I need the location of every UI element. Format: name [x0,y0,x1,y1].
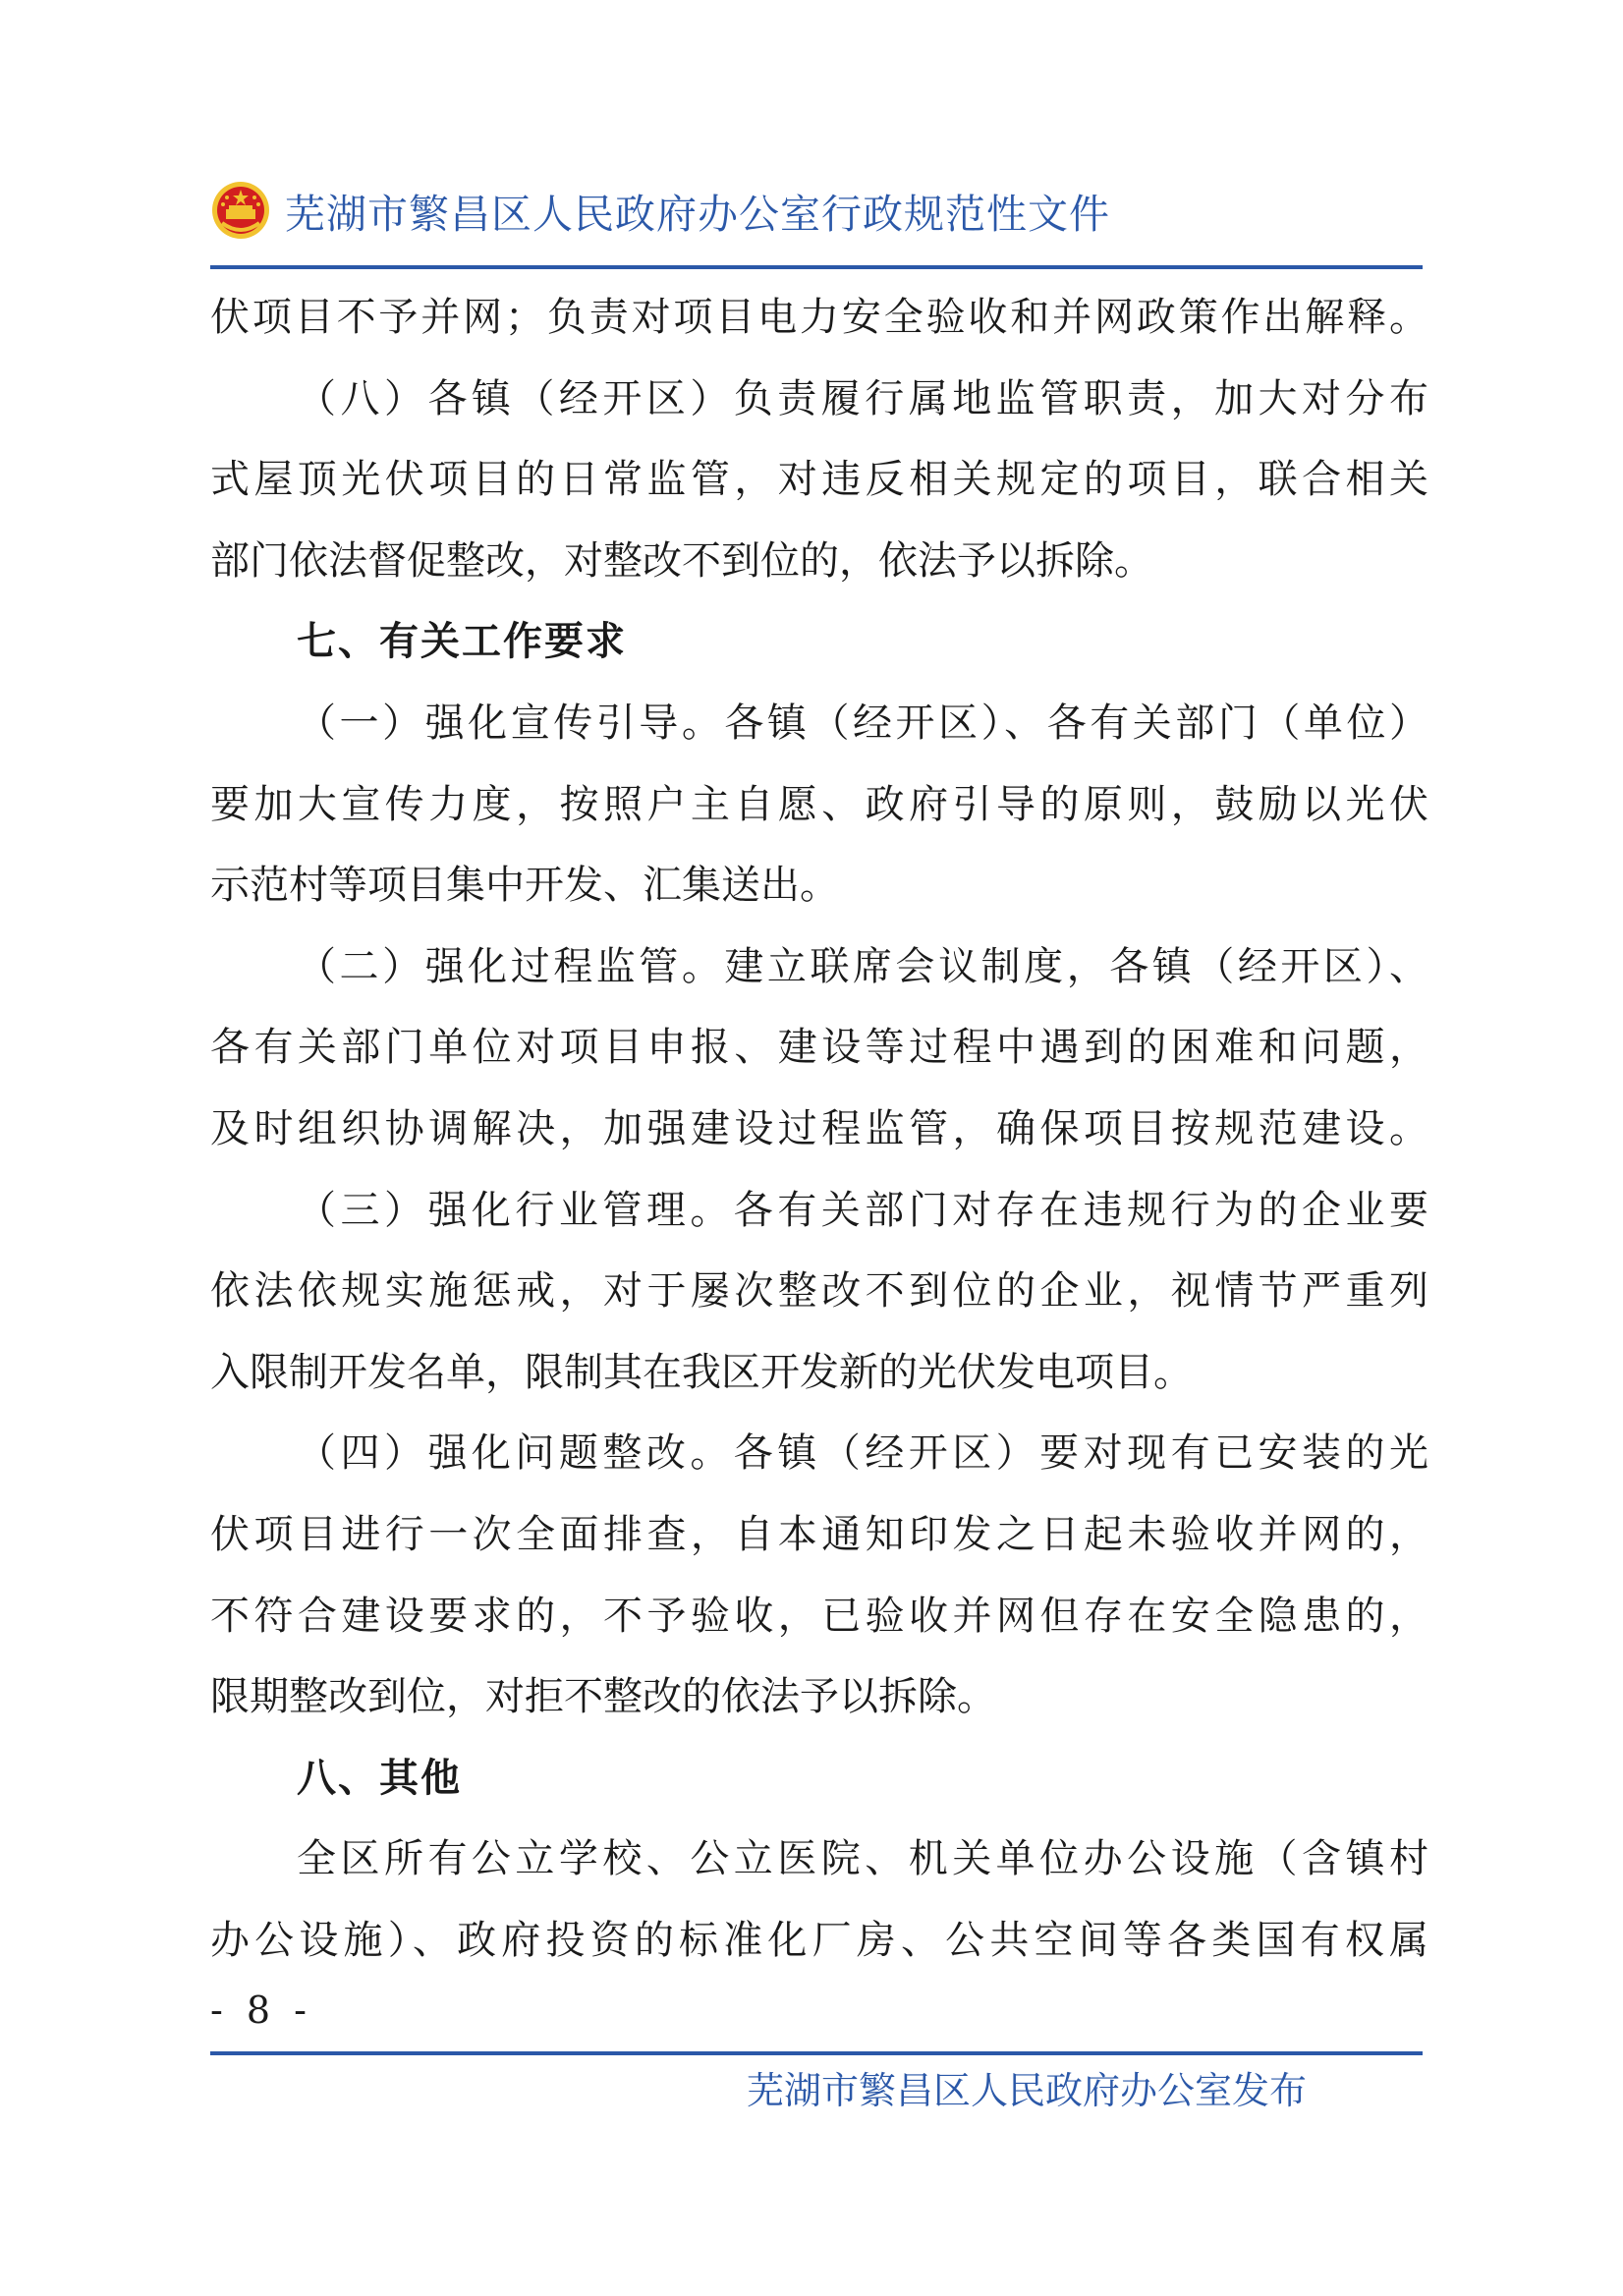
section-heading: 八、其他 [297,1755,462,1801]
paragraph-line: 式屋顶光伏项目的日常监管，对违反相关规定的项目，联合相关 [210,457,1428,503]
section-heading: 七、有关工作要求 [297,619,627,665]
paragraph-line: 部门依法督促整改，对整改不到位的，依法予以拆除。 [210,537,1153,584]
paragraph-line: 伏项目不予并网；负责对项目电力安全验收和并网政策作出解释。 [210,295,1428,340]
header-divider [210,265,1423,269]
paragraph-line: （一）强化宣传引导。各镇（经开区）、各有关部门（单位） [297,700,1428,746]
paragraph-line: 依法依规实施惩戒，对于屡次整改不到位的企业，视情节严重列 [210,1268,1428,1315]
paragraph-line: （四）强化问题整改。各镇（经开区）要对现有已安装的光 [297,1430,1428,1477]
national-emblem-icon [210,180,271,241]
footer-publisher: 芜湖市繁昌区人民政府办公室发布 [747,2069,1308,2112]
paragraph-line: （三）强化行业管理。各有关部门对存在违规行为的企业要 [297,1187,1428,1233]
document-header [210,177,1428,244]
paragraph-line: 及时组织协调解决，加强建设过程监管，确保项目按规范建设。 [210,1105,1428,1151]
paragraph-line: 全区所有公立学校、公立医院、机关单位办公设施（含镇村 [297,1836,1428,1882]
header-title: 芜湖市繁昌区人民政府办公室行政规范性文件 [285,190,1110,238]
paragraph-line: 示范村等项目集中开发、汇集送出。 [210,863,839,909]
paragraph-line: 要加大宣传力度，按照户主自愿、政府引导的原则，鼓励以光伏 [210,781,1428,827]
paragraph-line: （八）各镇（经开区）负责履行属地监管职责，加大对分布 [297,375,1428,421]
page-number: - 8 - [210,1988,313,2032]
footer-divider [210,2051,1423,2055]
document-body [210,277,1428,1981]
paragraph-line: 入限制开发名单，限制其在我区开发新的光伏发电项目。 [210,1349,1193,1395]
paragraph-line: （二）强化过程监管。建立联席会议制度，各镇（经开区）、 [297,943,1428,989]
paragraph-line: 办公设施）、政府投资的标准化厂房、公共空间等各类国有权属 [210,1917,1428,1963]
paragraph-line: 各有关部门单位对项目申报、建设等过程中遇到的困难和问题， [210,1025,1428,1071]
paragraph-line: 限期整改到位，对拒不整改的依法予以拆除。 [210,1674,996,1720]
paragraph-line: 不符合建设要求的，不予验收，已验收并网但存在安全隐患的， [210,1593,1428,1639]
paragraph-line: 伏项目进行一次全面排查，自本通知印发之日起未验收并网的， [210,1511,1428,1557]
